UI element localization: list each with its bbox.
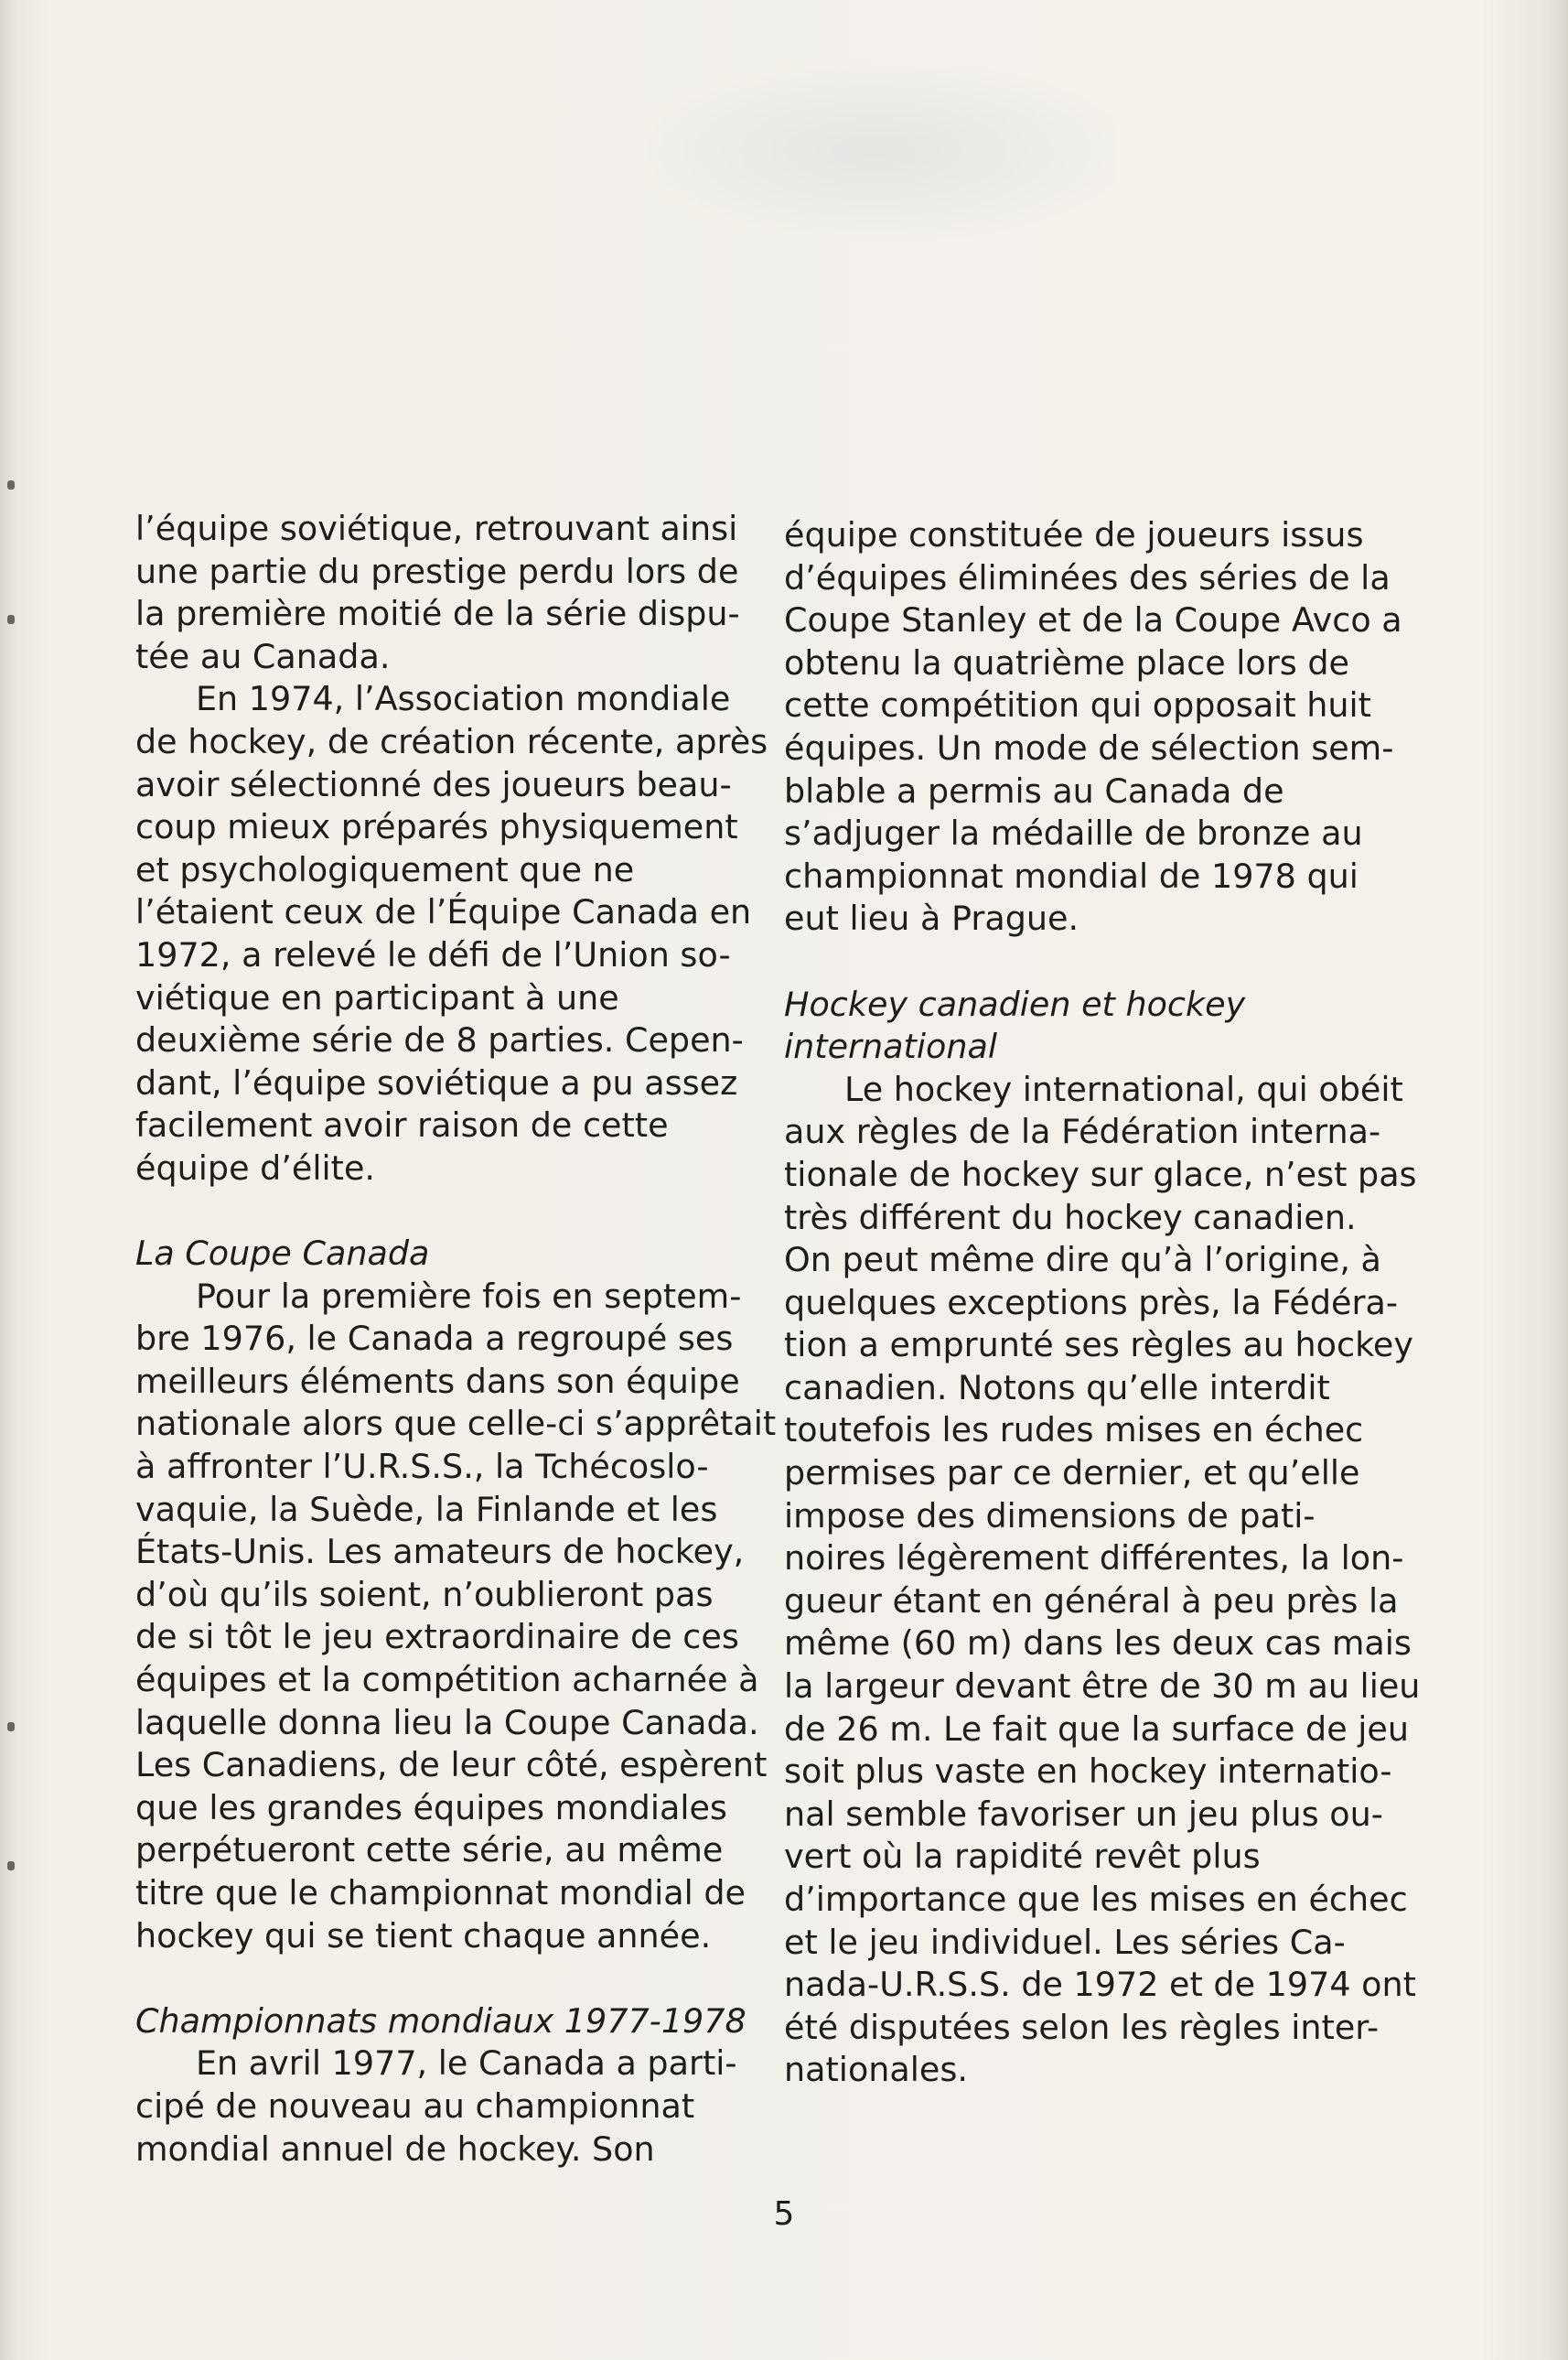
text-line: l’étaient ceux de l’Équipe Canada en: [135, 892, 752, 932]
section-heading: La Coupe Canada: [135, 1234, 430, 1274]
text-line: championnat mondial de 1978 qui: [784, 856, 1359, 896]
text-line: d’importance que les mises en échec: [784, 1880, 1408, 1919]
text-line: à affronter l’U.R.S.S., la Tchécoslo-: [135, 1447, 709, 1487]
text-line: toutefois les rudes mises en échec: [784, 1410, 1364, 1450]
text-line: Les Canadiens, de leur côté, espèrent: [135, 1745, 768, 1785]
paragraph: [135, 678, 768, 1190]
text-line: équipe d’élite.: [135, 1148, 376, 1188]
section-heading: Hockey canadien et hockey: [784, 984, 1246, 1024]
text-line: la première moitié de la série dispu-: [135, 594, 740, 634]
text-line: On peut même dire qu’à l’origine, à: [784, 1240, 1381, 1280]
text-line: cipé de nouveau au championnat: [135, 2085, 695, 2126]
spacer: [135, 1191, 759, 1234]
text-line: avoir sélectionné des joueurs beau-: [135, 764, 732, 804]
text-line: obtenu la quatrième place lors de: [784, 642, 1349, 683]
text-line: et le jeu individuel. Les séries Ca-: [784, 1922, 1346, 1962]
text-line: s’adjuger la médaille de bronze au: [784, 814, 1363, 854]
text-line: noires légèrement différentes, la lon-: [784, 1538, 1404, 1579]
text-line: permises par ce dernier, et qu’elle: [784, 1453, 1360, 1493]
text-line: la largeur devant être de 30 m au lieu: [784, 1666, 1421, 1707]
text-line: impose des dimensions de pati-: [784, 1495, 1316, 1536]
text-line: viétique en participant à une: [135, 977, 619, 1018]
text-line: 1972, a relevé le défi de l’Union so-: [135, 934, 731, 975]
text-line: équipes et la compétition acharnée à: [135, 1660, 759, 1700]
section-heading: international: [784, 1027, 997, 1067]
text-line: dant, l’équipe soviétique a pu assez: [135, 1062, 738, 1103]
text-line: Coupe Stanley et de la Coupe Avco a: [784, 600, 1402, 641]
binding-mark: [7, 1722, 15, 1731]
paragraph: [135, 508, 759, 678]
text-line: laquelle donna lieu la Coupe Canada.: [135, 1702, 759, 1742]
section-heading: Championnats mondiaux 1977-1978: [135, 2000, 746, 2041]
text-line: bre 1976, le Canada a regroupé ses: [135, 1319, 734, 1359]
text-line: Pour la première fois en septem-: [196, 1276, 742, 1316]
text-line: États-Unis. Les amateurs de hockey,: [135, 1532, 745, 1572]
left-column: [135, 508, 777, 2171]
binding-mark: [7, 1861, 15, 1870]
text-line: et psychologiquement que ne: [135, 849, 635, 889]
text-line: d’où qu’ils soient, n’oublieront pas: [135, 1574, 714, 1614]
text-line: canadien. Notons qu’elle interdit: [784, 1367, 1330, 1407]
text-line: nationales.: [784, 2050, 968, 2090]
text-line: deuxième série de 8 parties. Cepen-: [135, 1020, 744, 1061]
text-line: vert où la rapidité revêt plus: [784, 1837, 1261, 1877]
text-line: quelques exceptions près, la Fédéra-: [784, 1282, 1399, 1322]
text-line: de si tôt le jeu extraordinaire de ces: [135, 1617, 739, 1657]
paragraph: [135, 1276, 777, 1958]
spacer: [135, 1957, 759, 2000]
text-line: gueur étant en général à peu près la: [784, 1580, 1399, 1621]
text-line: mondial annuel de hockey. Son: [135, 2128, 655, 2169]
text-line: facilement avoir raison de cette: [135, 1105, 669, 1146]
binding-mark: [7, 480, 15, 490]
show-through-print: [640, 64, 1116, 238]
text-line: d’équipes éliminées des séries de la: [784, 557, 1391, 598]
text-line: tionale de hockey sur glace, n’est pas: [784, 1154, 1417, 1194]
text-line: très différent du hockey canadien.: [784, 1197, 1357, 1237]
text-line: vaquie, la Suède, la Finlande et les: [135, 1489, 718, 1529]
text-line: perpétueront cette série, au même: [135, 1830, 724, 1870]
text-line: été disputées selon les règles inter-: [784, 2007, 1380, 2047]
text-line: équipes. Un mode de sélection sem-: [784, 727, 1394, 768]
text-line: eut lieu à Prague.: [784, 899, 1079, 939]
text-line: même (60 m) dans les deux cas mais: [784, 1623, 1412, 1664]
text-line: soit plus vaste en hockey internatio-: [784, 1751, 1392, 1792]
text-line: que les grandes équipes mondiales: [135, 1787, 727, 1827]
text-line: nada-U.R.S.S. de 1972 et de 1974 ont: [784, 1965, 1416, 2005]
text-line: blable a permis au Canada de: [784, 771, 1284, 811]
spacer: [784, 941, 1406, 984]
right-column: [784, 514, 1421, 2092]
text-line: tion a emprunté ses règles au hockey: [784, 1325, 1413, 1365]
text-line: une partie du prestige perdu lors de: [135, 551, 739, 591]
text-line: hockey qui se tient chaque année.: [135, 1915, 712, 1956]
text-line: meilleurs éléments dans son équipe: [135, 1361, 740, 1401]
text-line: l’équipe soviétique, retrouvant ainsi: [135, 509, 738, 548]
text-line: tée au Canada.: [135, 636, 391, 676]
text-line: Le hockey international, qui obéit: [844, 1069, 1403, 1109]
text-line: coup mieux préparés physiquement: [135, 807, 738, 847]
page-number: 5: [773, 2195, 795, 2233]
binding-mark: [7, 615, 15, 624]
text-line: titre que le championnat mondial de: [135, 1873, 746, 1913]
paragraph: [784, 1069, 1421, 2092]
text-line: cette compétition qui opposait huit: [784, 685, 1371, 726]
text-line: aux règles de la Fédération interna-: [784, 1112, 1381, 1152]
text-line: En avril 1977, le Canada a parti-: [196, 2043, 737, 2084]
text-line: En 1974, l’Association mondiale: [196, 679, 731, 719]
paragraph: [784, 514, 1406, 941]
paragraph: [135, 2042, 759, 2171]
text-line: nationale alors que celle-ci s’apprêtait: [135, 1404, 777, 1444]
text-line: nal semble favoriser un jeu plus ou-: [784, 1794, 1383, 1834]
text-line: de 26 m. Le fait que la surface de jeu: [784, 1708, 1409, 1749]
text-line: équipe constituée de joueurs issus: [784, 515, 1364, 555]
text-line: de hockey, de création récente, après: [135, 721, 768, 761]
